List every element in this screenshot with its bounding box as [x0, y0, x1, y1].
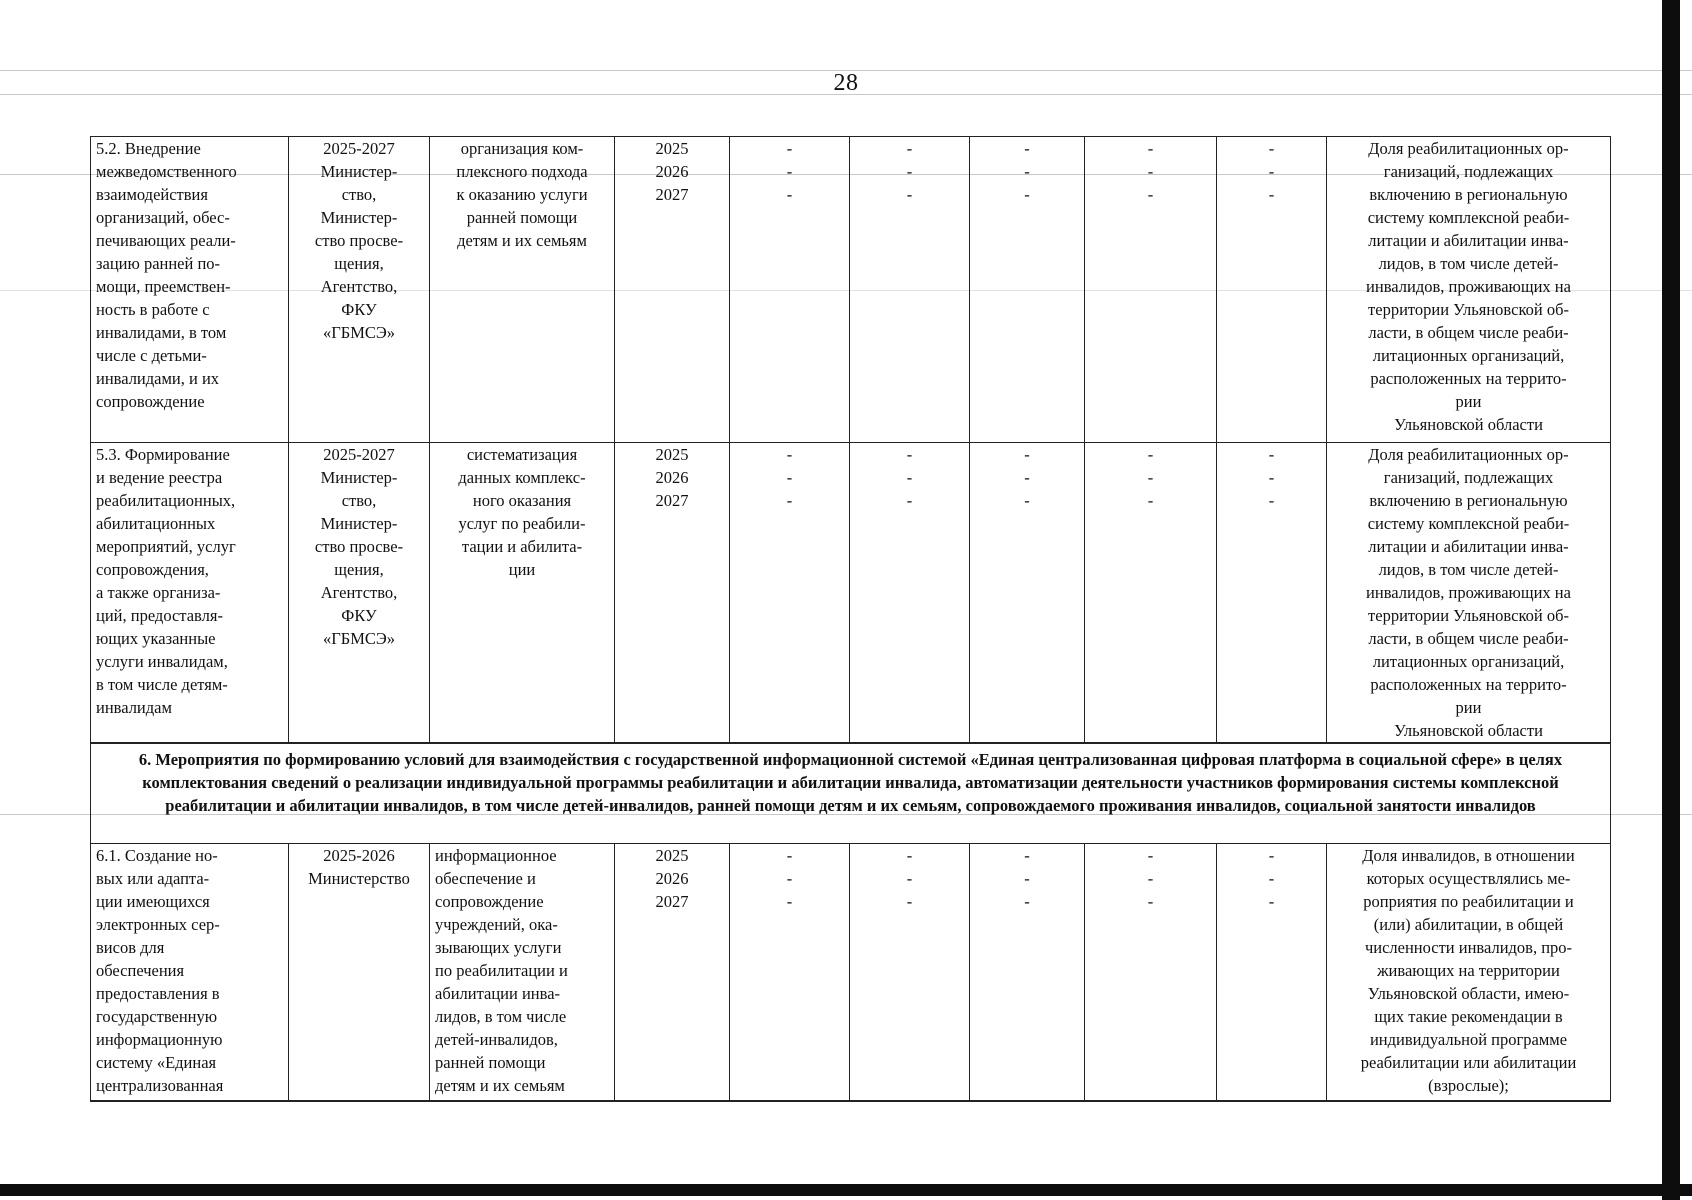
measure-result: организация ком- плексного подхода к оказанию услуги ранней помощи детям и их семьям	[430, 137, 615, 443]
measure-result: систематизация данных комплекс- ного оказания услуг по реабили- тации и абилита- ции	[430, 443, 615, 744]
measure-executor: 2025-2027 Министер- ство, Министер- ство просве- щения, Агентство, ФКУ «ГБМСЭ»	[289, 443, 430, 744]
funding-cell: - - -	[850, 443, 970, 744]
target-indicator: Доля реабилитационных ор- ганизаций, подлежащих включению в региональную систему комплексной реаби- литации и абилитации инва- лидов, в том числе детей- инвалидов, проживающих на территории Ульяновской об- ласти, в общем числе реаби- литационных организаций, расположенных на террито- рии Ульяновской области	[1327, 443, 1611, 744]
funding-cell: - - -	[1217, 137, 1327, 443]
section-heading-row	[91, 743, 1611, 843]
funding-cell: - - -	[970, 443, 1085, 744]
measure-name: 5.2. Внедрение межведомственного взаимодействия организаций, обес- печивающих реали- зацию ранней по- мощи, преемствен- ность в работе с инвалидами, в том числе с детьми- инвалидами, и их сопровождение	[91, 137, 289, 443]
measure-years: 2025 2026 2027	[615, 443, 730, 744]
funding-cell: - - -	[730, 443, 850, 744]
measure-years: 2025 2026 2027	[615, 843, 730, 1101]
table-row	[91, 843, 1611, 1101]
measure-name: 5.3. Формирование и ведение реестра реабилитационных, абилитационных мероприятий, услуг сопровождения, а также организа- ций, предоставля- ющих указанные услуги инвалидам, в том числе детям- инвалидам	[91, 443, 289, 744]
funding-cell: - - -	[1085, 443, 1217, 744]
measure-executor: 2025-2027 Министер- ство, Министер- ство просве- щения, Агентство, ФКУ «ГБМСЭ»	[289, 137, 430, 443]
funding-cell: - - -	[970, 137, 1085, 443]
measure-name: 6.1. Создание но- вых или адапта- ции имеющихся электронных сер- висов для обеспечения предоставления в государственную информационную систему «Единая централизованная	[91, 843, 289, 1101]
section-6-heading: 6. Мероприятия по формированию условий для взаимодействия с государственной информационной системой «Единая централизованная цифровая платформа в социальной сфере» в целях комплектования сведений о реализации индивидуальной программы реабилитации и абилитации инвалида, автоматизации деятельности участников формирования системы комплексной реабилитации и абилитации инвалидов, в том числе детей-инвалидов, ранней помощи детям и их семьям, сопровождаемого проживания инвалидов, социальной занятости инвалидов	[91, 743, 1611, 843]
target-indicator: Доля реабилитационных ор- ганизаций, подлежащих включению в региональную систему комплексной реаби- литации и абилитации инва- лидов, в том числе детей- инвалидов, проживающих на территории Ульяновской об- ласти, в общем числе реаби- литационных организаций, расположенных на террито- рии Ульяновской области	[1327, 137, 1611, 443]
measure-years: 2025 2026 2027	[615, 137, 730, 443]
page-number: 28	[833, 70, 859, 96]
funding-cell: - - -	[850, 137, 970, 443]
funding-cell: - - -	[730, 843, 850, 1101]
scan-edge-right	[1662, 0, 1680, 1200]
measure-executor: 2025-2026 Министерство	[289, 843, 430, 1101]
program-table	[90, 136, 1611, 1102]
table-row	[91, 443, 1611, 744]
funding-cell: - - -	[1085, 843, 1217, 1101]
funding-cell: - - -	[1217, 843, 1327, 1101]
funding-cell: - - -	[1217, 443, 1327, 744]
target-indicator: Доля инвалидов, в отношении которых осуществлялись ме- роприятия по реабилитации и (или) абилитации, в общей численности инвалидов, про- живающих на территории Ульяновской области, имею- щих такие рекомендации в индивидуальной программе реабилитации или абилитации (взрослые);	[1327, 843, 1611, 1101]
scan-edge-bottom	[0, 1184, 1692, 1196]
funding-cell: - - -	[730, 137, 850, 443]
table-row	[91, 137, 1611, 443]
funding-cell: - - -	[1085, 137, 1217, 443]
funding-cell: - - -	[850, 843, 970, 1101]
measure-result: информационное обеспечение и сопровождение учреждений, ока- зывающих услуги по реабилитации и абилитации инва- лидов, в том числе детей-инвалидов, ранней помощи детям и их семьям	[430, 843, 615, 1101]
funding-cell: - - -	[970, 843, 1085, 1101]
